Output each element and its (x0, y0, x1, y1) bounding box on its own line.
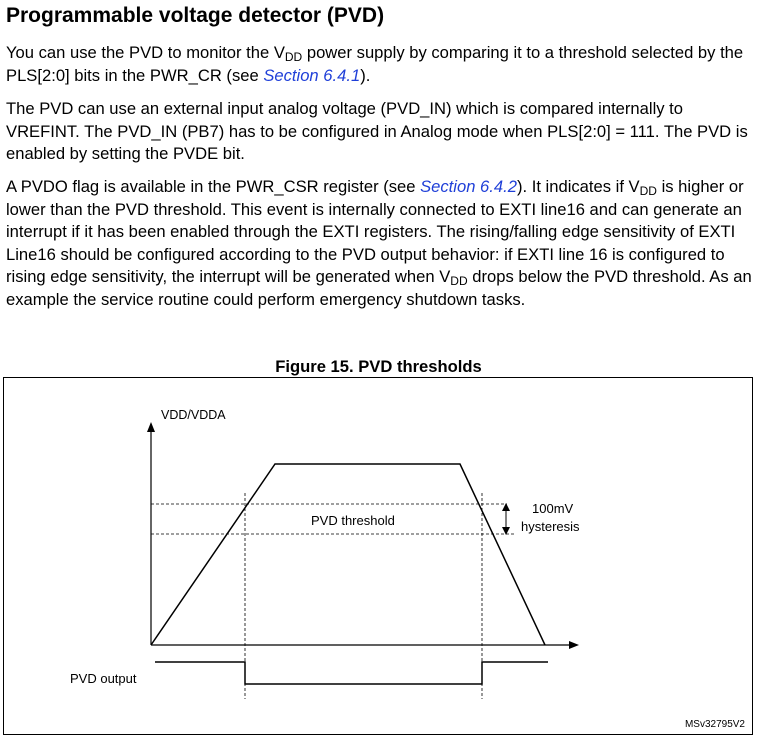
section-link-6-4-1[interactable]: Section 6.4.1 (263, 65, 361, 85)
figure-id: MSv32795V2 (684, 719, 745, 730)
pvd-threshold-label: PVD threshold (311, 513, 395, 528)
section-link-6-4-2[interactable]: Section 6.4.2 (420, 177, 517, 196)
paragraph-3: A PVDO flag is available in the PWR_CSR register (see Section 6.4.2). It indicates if $V_{DD}$ is higher or lower than the PVD threshold. This event is internally connected to EXTI line16 and can generate an interrupt if it has been enabled through the EXTI registers. The rising/falling edge sensitivity of EXTI Line16 should be configured according to the PVD output behavior: if EXTI line 16 is configured to rising edge sensitivity, the interrupt will be generated when $V_{DD}$ drops below the PVD threshold. As an example the service routine could perform emergency shutdown tasks. (6, 177, 752, 309)
hysteresis-label: hysteresis (521, 519, 580, 534)
pvd-output-label: PVD output (70, 671, 137, 686)
paragraph-1: You can use the PVD to monitor the $V_{DD}$ power supply by comparing it to a threshold selected by the PLS[2:0] bits in the PWR_CR (see Section 6.4.1). (6, 43, 744, 85)
section-heading: Programmable voltage detector (PVD) (6, 4, 385, 27)
hysteresis-value: 100mV (532, 501, 574, 516)
pvd-threshold-figure (3, 377, 753, 735)
paragraph-2: The PVD can use an external input analog voltage (PVD_IN) which is compared internally to VREFINT. The PVD_IN (PB7) has to be configured in Analog mode when PLS[2:0] = 111. The PVD is enabled by setting the PVDE bit. (6, 99, 748, 163)
figure-title: Figure 15. PVD thresholds (275, 357, 482, 376)
y-axis-label: VDD/VDDA (161, 408, 226, 422)
